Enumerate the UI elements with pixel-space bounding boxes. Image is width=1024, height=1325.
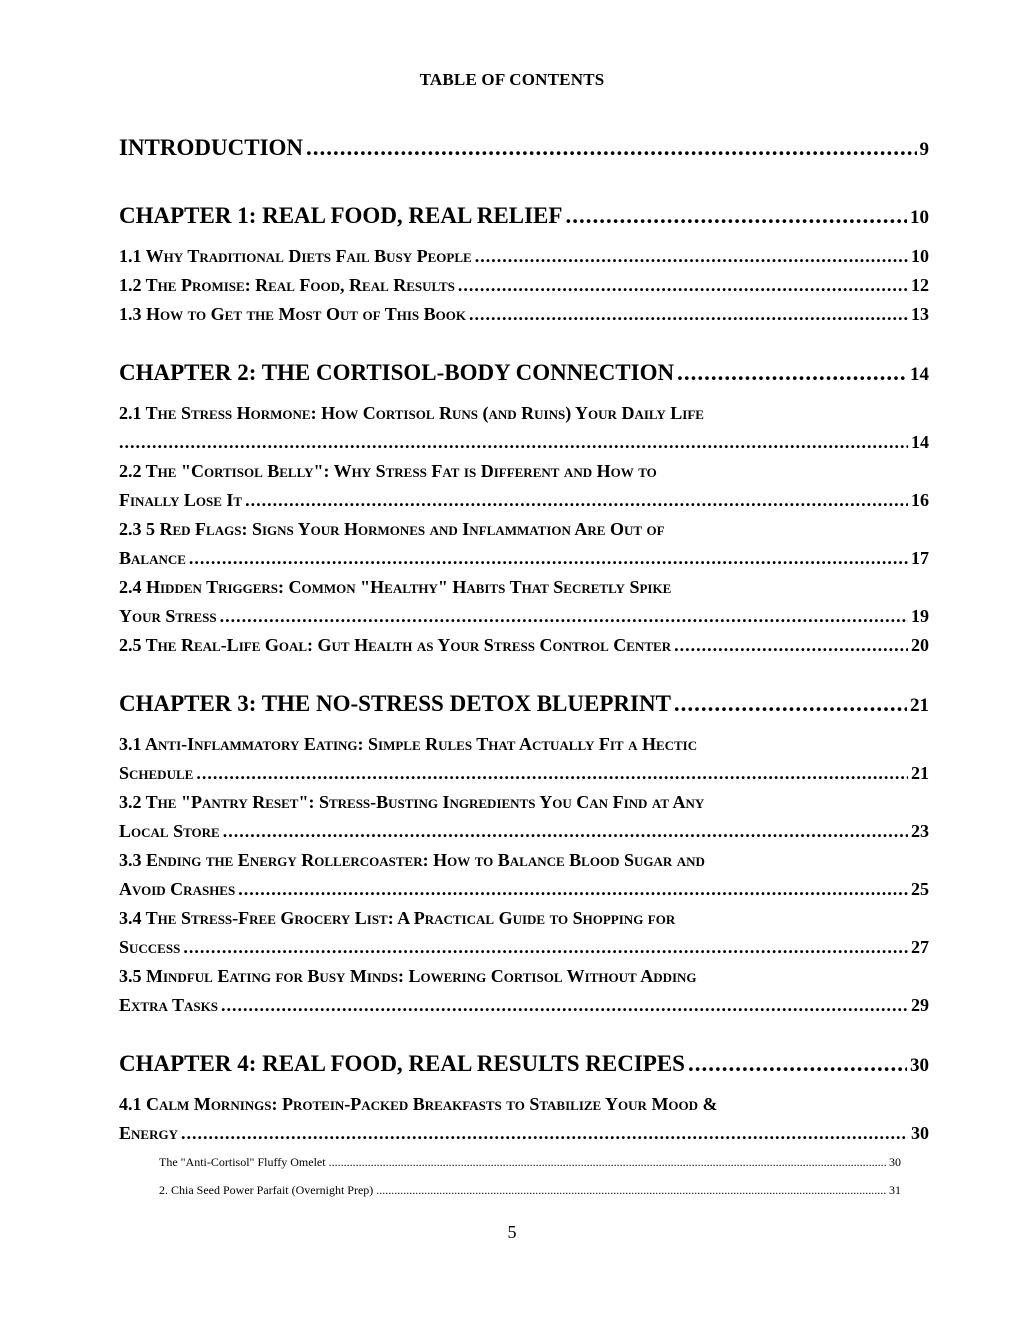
toc-entry-label: 3.1 Anti-Inflammatory Eating: Simple Rules That Actually Fit a Hectic	[119, 734, 698, 754]
toc-page-number: 25	[911, 879, 929, 899]
toc-page-number: 23	[911, 821, 929, 841]
toc-entry-label-continued: Avoid Crashes	[119, 879, 236, 899]
dot-leader	[221, 991, 908, 1020]
toc-page-number: 30	[889, 1155, 901, 1169]
dot-leader	[238, 875, 908, 904]
toc-page-number: 12	[911, 275, 929, 295]
dot-leader	[475, 242, 908, 271]
toc-entry-4-1[interactable]	[119, 1090, 929, 1148]
toc-page-number: 29	[911, 995, 929, 1015]
toc-page-number: 21	[911, 763, 929, 783]
toc-page-number: 10	[910, 207, 929, 228]
toc-entry-label-continued: Finally Lose It	[119, 490, 243, 510]
toc-entry-label-continued: Success	[119, 937, 181, 957]
toc-entry-introduction[interactable]	[119, 134, 929, 162]
toc-page-number: 14	[910, 364, 929, 385]
toc-entry-3-4[interactable]	[119, 904, 929, 962]
toc-entry-chapter-4[interactable]	[119, 1050, 929, 1078]
dot-leader	[196, 759, 908, 788]
dot-leader	[677, 359, 907, 387]
toc-entry-3-3[interactable]	[119, 846, 929, 904]
toc-entry-label: INTRODUCTION	[119, 135, 304, 160]
toc-entry-label: 2.1 The Stress Hormone: How Cortisol Runs (and Ruins) Your Daily Life	[119, 403, 704, 423]
toc-entry-1-3[interactable]	[119, 300, 929, 329]
page-title: TABLE OF CONTENTS	[419, 70, 605, 89]
toc-entry-label: The "Anti-Cortisol" Fluffy Omelet	[159, 1155, 326, 1169]
toc-entry-2-3[interactable]	[119, 515, 929, 573]
toc-page-number: 9	[919, 139, 929, 160]
toc-page-number: 19	[911, 606, 929, 626]
toc-entry-label-continued: Extra Tasks	[119, 995, 218, 1015]
toc-entry-label-continued: Energy	[119, 1123, 178, 1143]
toc-entry-label: 1.3 How to Get the Most Out of This Book	[119, 304, 466, 324]
dot-leader	[223, 817, 908, 846]
toc-entry-1-2[interactable]	[119, 271, 929, 300]
toc-entry-label: CHAPTER 4: REAL FOOD, REAL RESULTS RECIPES	[119, 1051, 685, 1076]
toc-entry-chapter-2[interactable]	[119, 359, 929, 387]
toc-entry-label: 3.3 Ending the Energy Rollercoaster: How to Balance Blood Sugar and	[119, 850, 705, 870]
toc-page-number: 10	[911, 246, 929, 266]
toc-entry-2-5[interactable]	[119, 631, 929, 660]
toc-entry-1-1[interactable]	[119, 242, 929, 271]
toc-page-number: 14	[911, 432, 929, 452]
toc-entry-label: 2.5 The Real-Life Goal: Gut Health as Your Stress Control Center	[119, 635, 672, 655]
toc-page-number: 20	[911, 635, 929, 655]
dot-leader	[458, 271, 908, 300]
dot-leader	[183, 933, 908, 962]
toc-page-number: 21	[910, 695, 929, 716]
toc-entry-label: CHAPTER 2: THE CORTISOL-BODY CONNECTION	[119, 360, 675, 385]
table-of-contents	[119, 134, 929, 1204]
toc-entry-3-2[interactable]	[119, 788, 929, 846]
toc-page-number: 30	[911, 1123, 929, 1143]
dot-leader	[469, 300, 908, 329]
toc-entry-label: 3.2 The "Pantry Reset": Stress-Busting Ingredients You Can Find at Any	[119, 792, 705, 812]
dot-leader	[674, 690, 907, 718]
toc-entry-label: 1.1 Why Traditional Diets Fail Busy People	[119, 246, 472, 266]
dot-leader	[220, 602, 908, 631]
toc-entry-label-continued: Local Store	[119, 821, 220, 841]
dot-leader	[688, 1050, 907, 1078]
toc-entry-label: 3.5 Mindful Eating for Busy Minds: Lowering Cortisol Without Adding	[119, 966, 697, 986]
toc-entry-recipe-2[interactable]	[119, 1176, 929, 1204]
toc-entry-label-continued: Your Stress	[119, 606, 217, 626]
toc-entry-recipe-1[interactable]	[119, 1148, 929, 1176]
toc-entry-2-1[interactable]	[119, 399, 929, 457]
dot-leader	[119, 428, 908, 457]
toc-entry-label: CHAPTER 1: REAL FOOD, REAL RELIEF	[119, 203, 563, 228]
toc-page-number: 31	[889, 1183, 901, 1197]
toc-entry-chapter-1[interactable]	[119, 202, 929, 230]
toc-entry-label-continued: Schedule	[119, 763, 194, 783]
toc-entry-label-continued: Balance	[119, 548, 186, 568]
dot-leader	[189, 544, 908, 573]
toc-entry-label: CHAPTER 3: THE NO-STRESS DETOX BLUEPRINT	[119, 691, 671, 716]
toc-entry-2-2[interactable]	[119, 457, 929, 515]
page-number: 5	[507, 1222, 517, 1242]
dot-leader	[306, 134, 916, 162]
dot-leader	[565, 202, 907, 230]
dot-leader	[674, 631, 908, 660]
toc-entry-2-4[interactable]	[119, 573, 929, 631]
toc-entry-label: 2.4 Hidden Triggers: Common "Healthy" Habits That Secretly Spike	[119, 577, 672, 597]
dot-leader	[376, 1176, 886, 1204]
toc-page-number: 27	[911, 937, 929, 957]
toc-page-number: 13	[911, 304, 929, 324]
dot-leader	[181, 1119, 908, 1148]
toc-entry-label: 2. Chia Seed Power Parfait (Overnight Prep)	[159, 1183, 374, 1197]
toc-entry-chapter-3[interactable]	[119, 690, 929, 718]
toc-entry-label: 2.3 5 Red Flags: Signs Your Hormones and Inflammation Are Out of	[119, 519, 665, 539]
toc-page-number: 17	[911, 548, 929, 568]
toc-entry-label: 4.1 Calm Mornings: Protein-Packed Breakfasts to Stabilize Your Mood &	[119, 1094, 718, 1114]
toc-page-number: 16	[911, 490, 929, 510]
toc-entry-label: 3.4 The Stress-Free Grocery List: A Practical Guide to Shopping for	[119, 908, 676, 928]
toc-entry-label: 2.2 The "Cortisol Belly": Why Stress Fat is Different and How to	[119, 461, 657, 481]
toc-entry-3-5[interactable]	[119, 962, 929, 1020]
dot-leader	[245, 486, 908, 515]
toc-page-number: 30	[910, 1055, 929, 1076]
dot-leader	[329, 1148, 886, 1176]
toc-entry-3-1[interactable]	[119, 730, 929, 788]
toc-entry-label: 1.2 The Promise: Real Food, Real Results	[119, 275, 455, 295]
